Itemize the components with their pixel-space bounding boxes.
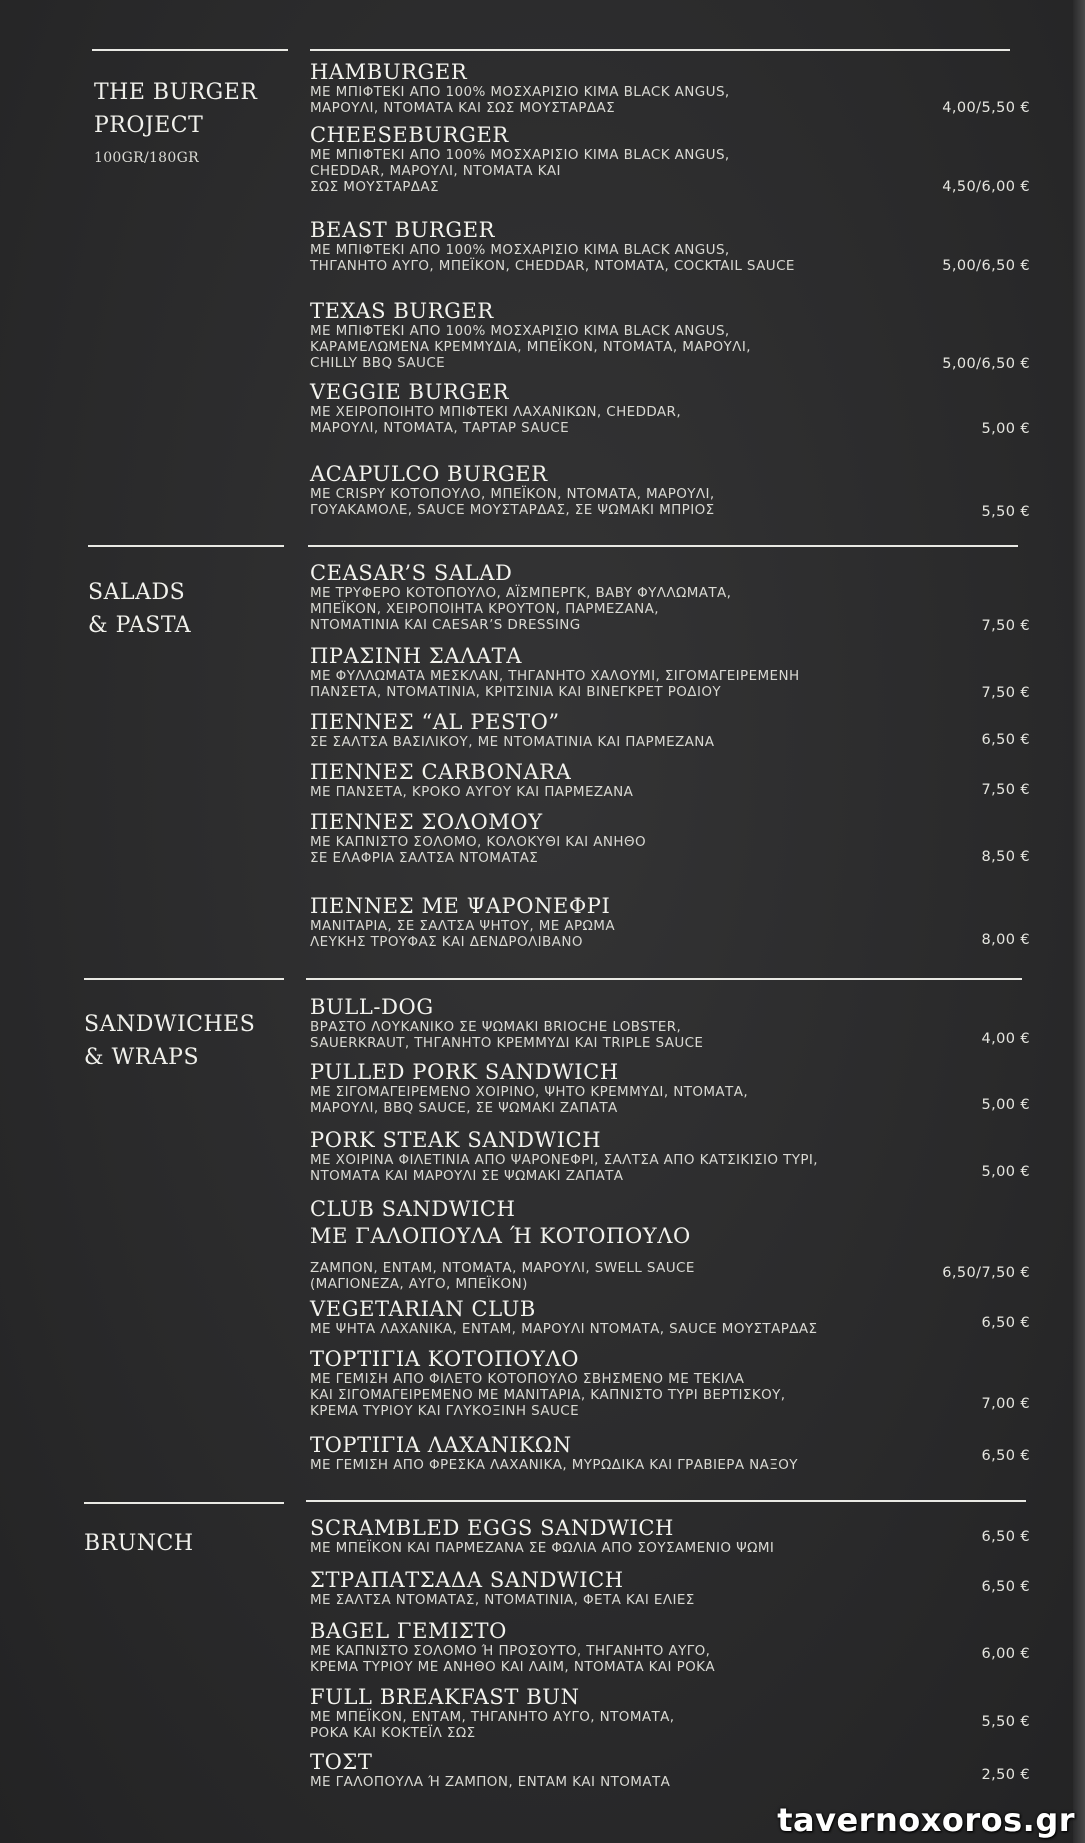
item-name: BAGEL ΓΕΜΙΣΤΟ — [310, 1619, 507, 1643]
item-description: ΜΕ ΜΠΙΦΤΕΚΙ ΑΠΟ 100% ΜΟΣΧΑΡΙΣΙΟ ΚΙΜΑ BLACK ANGUS, ΚΑΡΑΜΕΛΩΜΕΝΑ ΚΡΕΜΜΥΔΙΑ, ΜΠΕΪΚΟΝ, ΝΤΟΜΑΤΑ, ΜΑΡΟΥΛΙ, CHILLY BBQ SAUCE — [310, 323, 751, 371]
section-title: SANDWICHES & WRAPS — [84, 1012, 256, 1070]
item-price: 5,00 € — [981, 1097, 1030, 1113]
item-description: ΣΕ ΣΑΛΤΣΑ ΒΑΣΙΛΙΚΟΥ, ΜΕ ΝΤΟΜΑΤΙΝΙΑ ΚΑΙ ΠΑΡΜΕΖΑΝΑ — [310, 734, 715, 750]
menu-item — [310, 1620, 1030, 1675]
menu-item — [310, 1751, 1030, 1790]
item-price: 5,50 € — [981, 1714, 1030, 1730]
section-rule-left — [92, 49, 288, 51]
item-price: 5,00/6,50 € — [942, 258, 1030, 274]
menu-item — [310, 761, 1030, 800]
item-name: CHEESEBURGER — [310, 123, 509, 147]
section-rule-right — [308, 545, 1018, 547]
item-name: ΠΕΝΝΕΣ “AL PESTO” — [310, 710, 560, 734]
item-description: ΜΕ ΜΠΙΦΤΕΚΙ ΑΠΟ 100% ΜΟΣΧΑΡΙΣΙΟ ΚΙΜΑ BLACK ANGUS, ΜΑΡΟΥΛΙ, ΝΤΟΜΑΤΑ ΚΑΙ ΣΩΣ ΜΟΥΣΤΑΡΔΑΣ — [310, 84, 730, 116]
page-edge-shadow — [1073, 0, 1085, 1843]
item-description: ΖΑΜΠΟΝ, ΕΝΤΑΜ, ΝΤΟΜΑΤΑ, ΜΑΡΟΥΛΙ, SWELL SAUCE (ΜΑΓΙΟΝΕΖΑ, ΑΥΓΟ, ΜΠΕΪΚΟΝ) — [310, 1260, 695, 1292]
item-name: ΠΕΝΝΕΣ CARBONARA — [310, 760, 572, 784]
item-price: 5,50 € — [981, 504, 1030, 520]
menu-item — [310, 1196, 1030, 1292]
menu-item — [310, 645, 1030, 700]
item-price: 4,00 € — [981, 1031, 1030, 1047]
item-description: ΜΕ ΓΑΛΟΠΟΥΛΑ Ή ΖΑΜΠΟΝ, ΕΝΤΑΜ ΚΑΙ ΝΤΟΜΑΤΑ — [310, 1774, 671, 1790]
item-name: BEAST BURGER — [310, 218, 496, 242]
item-description: ΜΕ ΜΠΙΦΤΕΚΙ ΑΠΟ 100% ΜΟΣΧΑΡΙΣΙΟ ΚΙΜΑ BLACK ANGUS, CHEDDAR, ΜΑΡΟΥΛΙ, ΝΤΟΜΑΤΑ ΚΑΙ ΣΩΣ ΜΟΥΣΤΑΡΔΑΣ — [310, 147, 730, 195]
item-name: ΠΕΝΝΕΣ ΜΕ ΨΑΡΟΝΕΦΡΙ — [310, 894, 611, 918]
item-price: 2,50 € — [981, 1767, 1030, 1783]
item-description: ΜΕ ΓΕΜΙΣΗ ΑΠΟ ΦΡΕΣΚΑ ΛΑΧΑΝΙΚΑ, ΜΥΡΩΔΙΚΑ ΚΑΙ ΓΡΑΒΙΕΡΑ ΝΑΞΟΥ — [310, 1457, 798, 1473]
section-rule-left — [84, 1502, 284, 1504]
section-rule-right — [310, 49, 1010, 51]
menu-item — [310, 895, 1030, 950]
item-price: 7,50 € — [981, 618, 1030, 634]
item-name: ΤΟΡΤΙΓΙΑ ΛΑΧΑΝΙΚΩΝ — [310, 1433, 572, 1457]
item-price: 5,00/6,50 € — [942, 356, 1030, 372]
menu-item — [310, 61, 1030, 116]
item-price: 6,50 € — [981, 1529, 1030, 1545]
item-price: 6,50/7,50 € — [942, 1265, 1030, 1281]
item-name: HAMBURGER — [310, 60, 468, 84]
menu-item — [310, 1569, 1030, 1608]
item-price: 7,50 € — [981, 685, 1030, 701]
item-description: ΜΕ CRISPY ΚΟΤΟΠΟΥΛΟ, ΜΠΕΪΚΟΝ, ΝΤΟΜΑΤΑ, ΜΑΡΟΥΛΙ, ΓΟΥΑΚΑΜΟΛΕ, SAUCE ΜΟΥΣΤΑΡΔΑΣ, ΣΕ ΨΩΜΑΚΙ ΜΠΡΙΟΣ — [310, 486, 715, 518]
item-price: 4,50/6,00 € — [942, 179, 1030, 195]
item-description: ΜΕ ΨΗΤΑ ΛΑΧΑΝΙΚΑ, ΕΝΤΑΜ, ΜΑΡΟΥΛΙ ΝΤΟΜΑΤΑ, SAUCE ΜΟΥΣΤΑΡΔΑΣ — [310, 1321, 818, 1337]
item-name: CEASAR’S SALAD — [310, 561, 513, 585]
item-description: ΜΕ ΠΑΝΣΕΤΑ, ΚΡΟΚΟ ΑΥΓΟΥ ΚΑΙ ΠΑΡΜΕΖΑΝΑ — [310, 784, 634, 800]
item-price: 7,00 € — [981, 1396, 1030, 1412]
section-subtitle: 100GR/180GR — [94, 150, 199, 166]
menu-item — [310, 300, 1030, 371]
menu-item — [310, 219, 1030, 274]
item-name: ACAPULCO BURGER — [310, 462, 548, 486]
section-rule-left — [84, 978, 284, 980]
item-description: ΜΕ ΣΑΛΤΣΑ ΝΤΟΜΑΤΑΣ, ΝΤΟΜΑΤΙΝΙΑ, ΦΕΤΑ ΚΑΙ ΕΛΙΕΣ — [310, 1592, 695, 1608]
item-description: ΜΕ ΜΠΕΪΚΟΝ ΚΑΙ ΠΑΡΜΕΖΑΝΑ ΣΕ ΦΩΛΙΑ ΑΠΟ ΣΟΥΣΑΜΕΝΙΟ ΨΩΜΙ — [310, 1540, 775, 1556]
menu-item — [310, 1348, 1030, 1419]
item-name: ΤΟΣΤ — [310, 1750, 373, 1774]
item-price: 5,00 € — [981, 1164, 1030, 1180]
menu-item — [310, 811, 1030, 866]
item-description: ΜΕ ΧΟΙΡΙΝΑ ΦΙΛΕΤΙΝΙΑ ΑΠΟ ΨΑΡΟΝΕΦΡΙ, ΣΑΛΤΣΑ ΑΠΟ ΚΑΤΣΙΚΙΣΙΟ ΤΥΡΙ, ΝΤΟΜΑΤΑ ΚΑΙ ΜΑΡΟΥΛΙ ΣΕ ΨΩΜΑΚΙ ΖΑΠΑΤΑ — [310, 1152, 818, 1184]
item-name: FULL BREAKFAST BUN — [310, 1685, 580, 1709]
item-price: 5,00 € — [981, 421, 1030, 437]
item-name: SCRAMBLED EGGS SANDWICH — [310, 1516, 674, 1540]
item-description: ΜΕ ΚΑΠΝΙΣΤΟ ΣΟΛΟΜΟ, ΚΟΛΟΚΥΘΙ ΚΑΙ ΑΝΗΘΟ ΣΕ ΕΛΑΦΡΙΑ ΣΑΛΤΣΑ ΝΤΟΜΑΤΑΣ — [310, 834, 646, 866]
item-description: ΜΑΝΙΤΑΡΙΑ, ΣΕ ΣΑΛΤΣΑ ΨΗΤΟΥ, ΜΕ ΑΡΩΜΑ ΛΕΥΚΗΣ ΤΡΟΥΦΑΣ ΚΑΙ ΔΕΝΔΡΟΛΙΒΑΝΟ — [310, 918, 615, 950]
section-title: SALADS & PASTA — [88, 580, 192, 638]
item-name: CLUB SANDWICH ΜΕ ΓΑΛΟΠΟΥΛΑ Ή ΚΟΤΟΠΟΥΛΟ — [310, 1197, 691, 1248]
item-name: TEXAS BURGER — [310, 299, 494, 323]
item-price: 6,00 € — [981, 1646, 1030, 1662]
item-description: ΜΕ ΓΕΜΙΣΗ ΑΠΟ ΦΙΛΕΤΟ ΚΟΤΟΠΟΥΛΟ ΣΒΗΣΜΕΝΟ ΜΕ ΤΕΚΙΛΑ ΚΑΙ ΣΙΓΟΜΑΓΕΙΡΕΜΕΝΟ ΜΕ ΜΑΝΙΤΑΡΙΑ, ΚΑΠΝΙΣΤΟ ΤΥΡΙ ΒΕΡΤΙΣΚΟΥ, ΚΡΕΜΑ ΤΥΡΙΟΥ ΚΑΙ ΓΛΥΚΟΞΙΝΗ SAUCE — [310, 1371, 786, 1419]
menu-item — [310, 1434, 1030, 1473]
menu-item — [310, 381, 1030, 436]
menu-item — [310, 463, 1030, 518]
item-price: 6,50 € — [981, 732, 1030, 748]
item-description: ΜΕ ΜΠΕΪΚΟΝ, ΕΝΤΑΜ, ΤΗΓΑΝΗΤΟ ΑΥΓΟ, ΝΤΟΜΑΤΑ, ΡΟΚΑ ΚΑΙ ΚΟΚΤΕΪΛ ΣΩΣ — [310, 1709, 675, 1741]
item-description: ΜΕ ΚΑΠΝΙΣΤΟ ΣΟΛΟΜΟ Ή ΠΡΟΣΟΥΤΟ, ΤΗΓΑΝΗΤΟ ΑΥΓΟ, ΚΡΕΜΑ ΤΥΡΙΟΥ ΜΕ ΑΝΗΘΟ ΚΑΙ ΛΑΙΜ, ΝΤΟΜΑΤΑ ΚΑΙ ΡΟΚΑ — [310, 1643, 716, 1675]
item-price: 8,00 € — [981, 932, 1030, 948]
item-name: VEGGIE BURGER — [310, 380, 510, 404]
item-description: ΜΕ ΤΡΥΦΕΡΟ ΚΟΤΟΠΟΥΛΟ, ΑΪΣΜΠΕΡΓΚ, BABY ΦΥΛΛΩΜΑΤΑ, ΜΠΕΪΚΟΝ, ΧΕΙΡΟΠΟΙΗΤΑ ΚΡΟΥΤΟΝ, ΠΑΡΜΕΖΑΝΑ, ΝΤΟΜΑΤΙΝΙΑ ΚΑΙ CAESAR’S DRESSING — [310, 585, 732, 633]
item-price: 8,50 € — [981, 849, 1030, 865]
menu-item — [310, 562, 1030, 633]
item-name: ΣΤΡΑΠΑΤΣΑΔΑ SANDWICH — [310, 1568, 624, 1592]
section-rule-left — [88, 545, 284, 547]
item-name: BULL-DOG — [310, 995, 434, 1019]
menu-item — [310, 1298, 1030, 1337]
item-price: 4,00/5,50 € — [942, 100, 1030, 116]
section-title: BRUNCH — [84, 1531, 194, 1556]
section-title: THE BURGER PROJECT — [94, 80, 258, 138]
item-name: VEGETARIAN CLUB — [310, 1297, 536, 1321]
item-name: ΠΕΝΝΕΣ ΣΟΛΟΜΟΥ — [310, 810, 543, 834]
item-description: ΜΕ ΦΥΛΛΩΜΑΤΑ ΜΕΣΚΛΑΝ, ΤΗΓΑΝΗΤΟ ΧΑΛΟΥΜΙ, ΣΙΓΟΜΑΓΕΙΡΕΜΕΝΗ ΠΑΝΣΕΤΑ, ΝΤΟΜΑΤΙΝΙΑ, ΚΡΙΤΣΙΝΙΑ ΚΑΙ ΒΙΝΕΓΚΡΕΤ ΡΟΔΙΟΥ — [310, 668, 800, 700]
item-description: ΜΕ ΜΠΙΦΤΕΚΙ ΑΠΟ 100% ΜΟΣΧΑΡΙΣΙΟ ΚΙΜΑ BLACK ANGUS, ΤΗΓΑΝΗΤΟ ΑΥΓΟ, ΜΠΕΪΚΟΝ, CHEDDAR, ΝΤΟΜΑΤΑ, COCKTAIL SAUCE — [310, 242, 795, 274]
menu-item — [310, 711, 1030, 750]
section-rule-right — [306, 978, 1022, 980]
menu-item — [310, 996, 1030, 1051]
section-rule-right — [306, 1500, 1026, 1502]
menu-item — [310, 1686, 1030, 1741]
item-name: PORK STEAK SANDWICH — [310, 1128, 602, 1152]
item-price: 6,50 € — [981, 1448, 1030, 1464]
menu-item — [310, 1061, 1030, 1116]
item-name: ΤΟΡΤΙΓΙΑ ΚΟΤΟΠΟΥΛΟ — [310, 1347, 580, 1371]
site-watermark: tavernoxoros.gr — [777, 1801, 1075, 1839]
item-name: PULLED PORK SANDWICH — [310, 1060, 619, 1084]
item-description: ΒΡΑΣΤΟ ΛΟΥΚΑΝΙΚΟ ΣΕ ΨΩΜΑΚΙ BRIOCHE LOBSTER, SAUERKRAUT, ΤΗΓΑΝΗΤΟ ΚΡΕΜΜΥΔΙ ΚΑΙ TRIPLE SAUCE — [310, 1019, 704, 1051]
item-price: 7,50 € — [981, 782, 1030, 798]
menu-item — [310, 1517, 1030, 1556]
item-description: ΜΕ ΣΙΓΟΜΑΓΕΙΡΕΜΕΝΟ ΧΟΙΡΙΝΟ, ΨΗΤΟ ΚΡΕΜΜΥΔΙ, ΝΤΟΜΑΤΑ, ΜΑΡΟΥΛΙ, BBQ SAUCE, ΣΕ ΨΩΜΑΚΙ ΖΑΠΑΤΑ — [310, 1084, 749, 1116]
item-price: 6,50 € — [981, 1315, 1030, 1331]
item-description: ΜΕ ΧΕΙΡΟΠΟΙΗΤΟ ΜΠΙΦΤΕΚΙ ΛΑΧΑΝΙΚΩΝ, CHEDDAR, ΜΑΡΟΥΛΙ, ΝΤΟΜΑΤΑ, ΤΑΡΤΑΡ SAUCE — [310, 404, 682, 436]
menu-item — [310, 124, 1030, 195]
item-name: ΠΡΑΣΙΝΗ ΣΑΛΑΤΑ — [310, 644, 523, 668]
menu-item — [310, 1129, 1030, 1184]
item-price: 6,50 € — [981, 1579, 1030, 1595]
